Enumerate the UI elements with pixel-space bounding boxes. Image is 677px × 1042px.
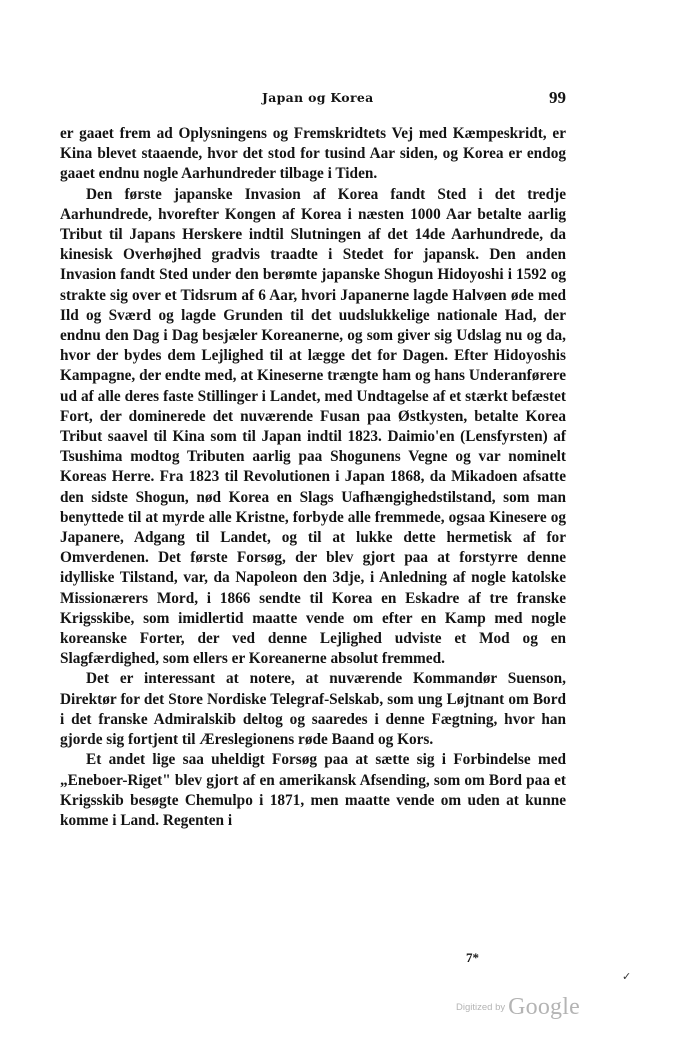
paragraph-suenson: Det er interessant at notere, at nuværende Kommandør Suenson, Direktør for det Store Nordiske Telegraf-Selskab, som ung Løjtnant om Bord i det franske Admiralskib deltog og saaredes i denne Fægtning, hvor han gjorde sig fortjent til Æreslegionens røde Baand og Kors.	[60, 670, 566, 749]
digitized-by-label: Digitized by	[456, 1002, 506, 1013]
google-logo: Google	[508, 994, 580, 1020]
running-title: Japan og Korea	[262, 90, 374, 105]
signature-mark: 7*	[466, 950, 479, 965]
body-text	[60, 124, 566, 831]
paragraph-invasions: Den første japanske Invasion af Korea fandt Sted i det tredje Aarhundrede, hvorefter Kongen af Korea i næsten 1000 Aar betalte aarlig Tribut til Japans Herskere indtil Slutningen af det 14de Aarhundrede, da kinesisk Overhøjhed gradvis traadte i Stedet for japansk. Den anden Invasion fandt Sted under den berømte japanske Shogun Hidoyoshi i 1592 og strakte sig over et Tidsrum af 6 Aar, hvori Japanerne lagde Halvøen øde med Ild og Sværd og lagde Grunden til det uudslukkelige nationale Had, der endnu den Dag i Dag besjæler Koreanerne, og som giver sig Udslag nu og da, hvor der bydes dem Lejlighed til at lægge det for Dagen. Efter Hidoyoshis Kampagne, der endte med, at Kineserne trængte ham og hans Underanførere ud af alle deres faste Stillinger i Landet, med Undtagelse af et stærkt befæstet Fort, der dominerede det nuværende Fusan paa Østkysten, betalte Korea Tribut saavel til Kina som til Japan indtil 1823. Daimio'en (Lensfyrsten) af Tsushima modtog Tributen aarlig paa Shogunens Vegne og var nominelt Koreas Herre. Fra 1823 til Revolutionen i Japan 1868, da Mikadoen afsatte den sidste Shogun, nød Korea en Slags Uafhængighedstilstand, som man benyttede til at myrde alle Kristne, forbyde alle fremmede, ogsaa Kinesere og Japanere, Adgang til Landet, og til at lukke dette hermetisk af for Omverdenen. Det første Forsøg, der blev gjort paa at forstyrre denne idylliske Tilstand, var, da Napoleon den 3dje, i Anledning af nogle katolske Missionærers Mord, i 1866 sendte til Korea en Eskadre af tre franske Krigsskibe, som imidlertid maatte vende om efter en Kamp med nogle koreanske Forter, der ved denne Lejlighed udviste et Mod og en Slagfærdighed, som ellers er Koreanerne absolut fremmed.	[60, 185, 566, 668]
paragraph-american-attempt: Et andet lige saa uheldigt Forsøg paa at sætte sig i Forbindelse med „Eneboer-Riget" blev gjort af en amerikansk Afsending, som om Bord paa et Krigsskib besøgte Chemulpo i 1871, men maatte vende om uden at kunne komme i Land. Regenten i	[60, 751, 566, 829]
digitized-by-google-watermark	[456, 994, 580, 1021]
paragraph-continuation: er gaaet frem ad Oplysningens og Fremskridtets Vej med Kæmpeskridt, er Kina blevet staaende, hvor det stod for tusind Aar siden, og Korea er endog gaaet endnu nogle Aarhundreder tilbage i Tiden.	[60, 125, 566, 183]
page-number: 99	[549, 88, 566, 107]
running-head	[0, 90, 677, 110]
margin-pencil-mark: ✓	[622, 970, 632, 983]
